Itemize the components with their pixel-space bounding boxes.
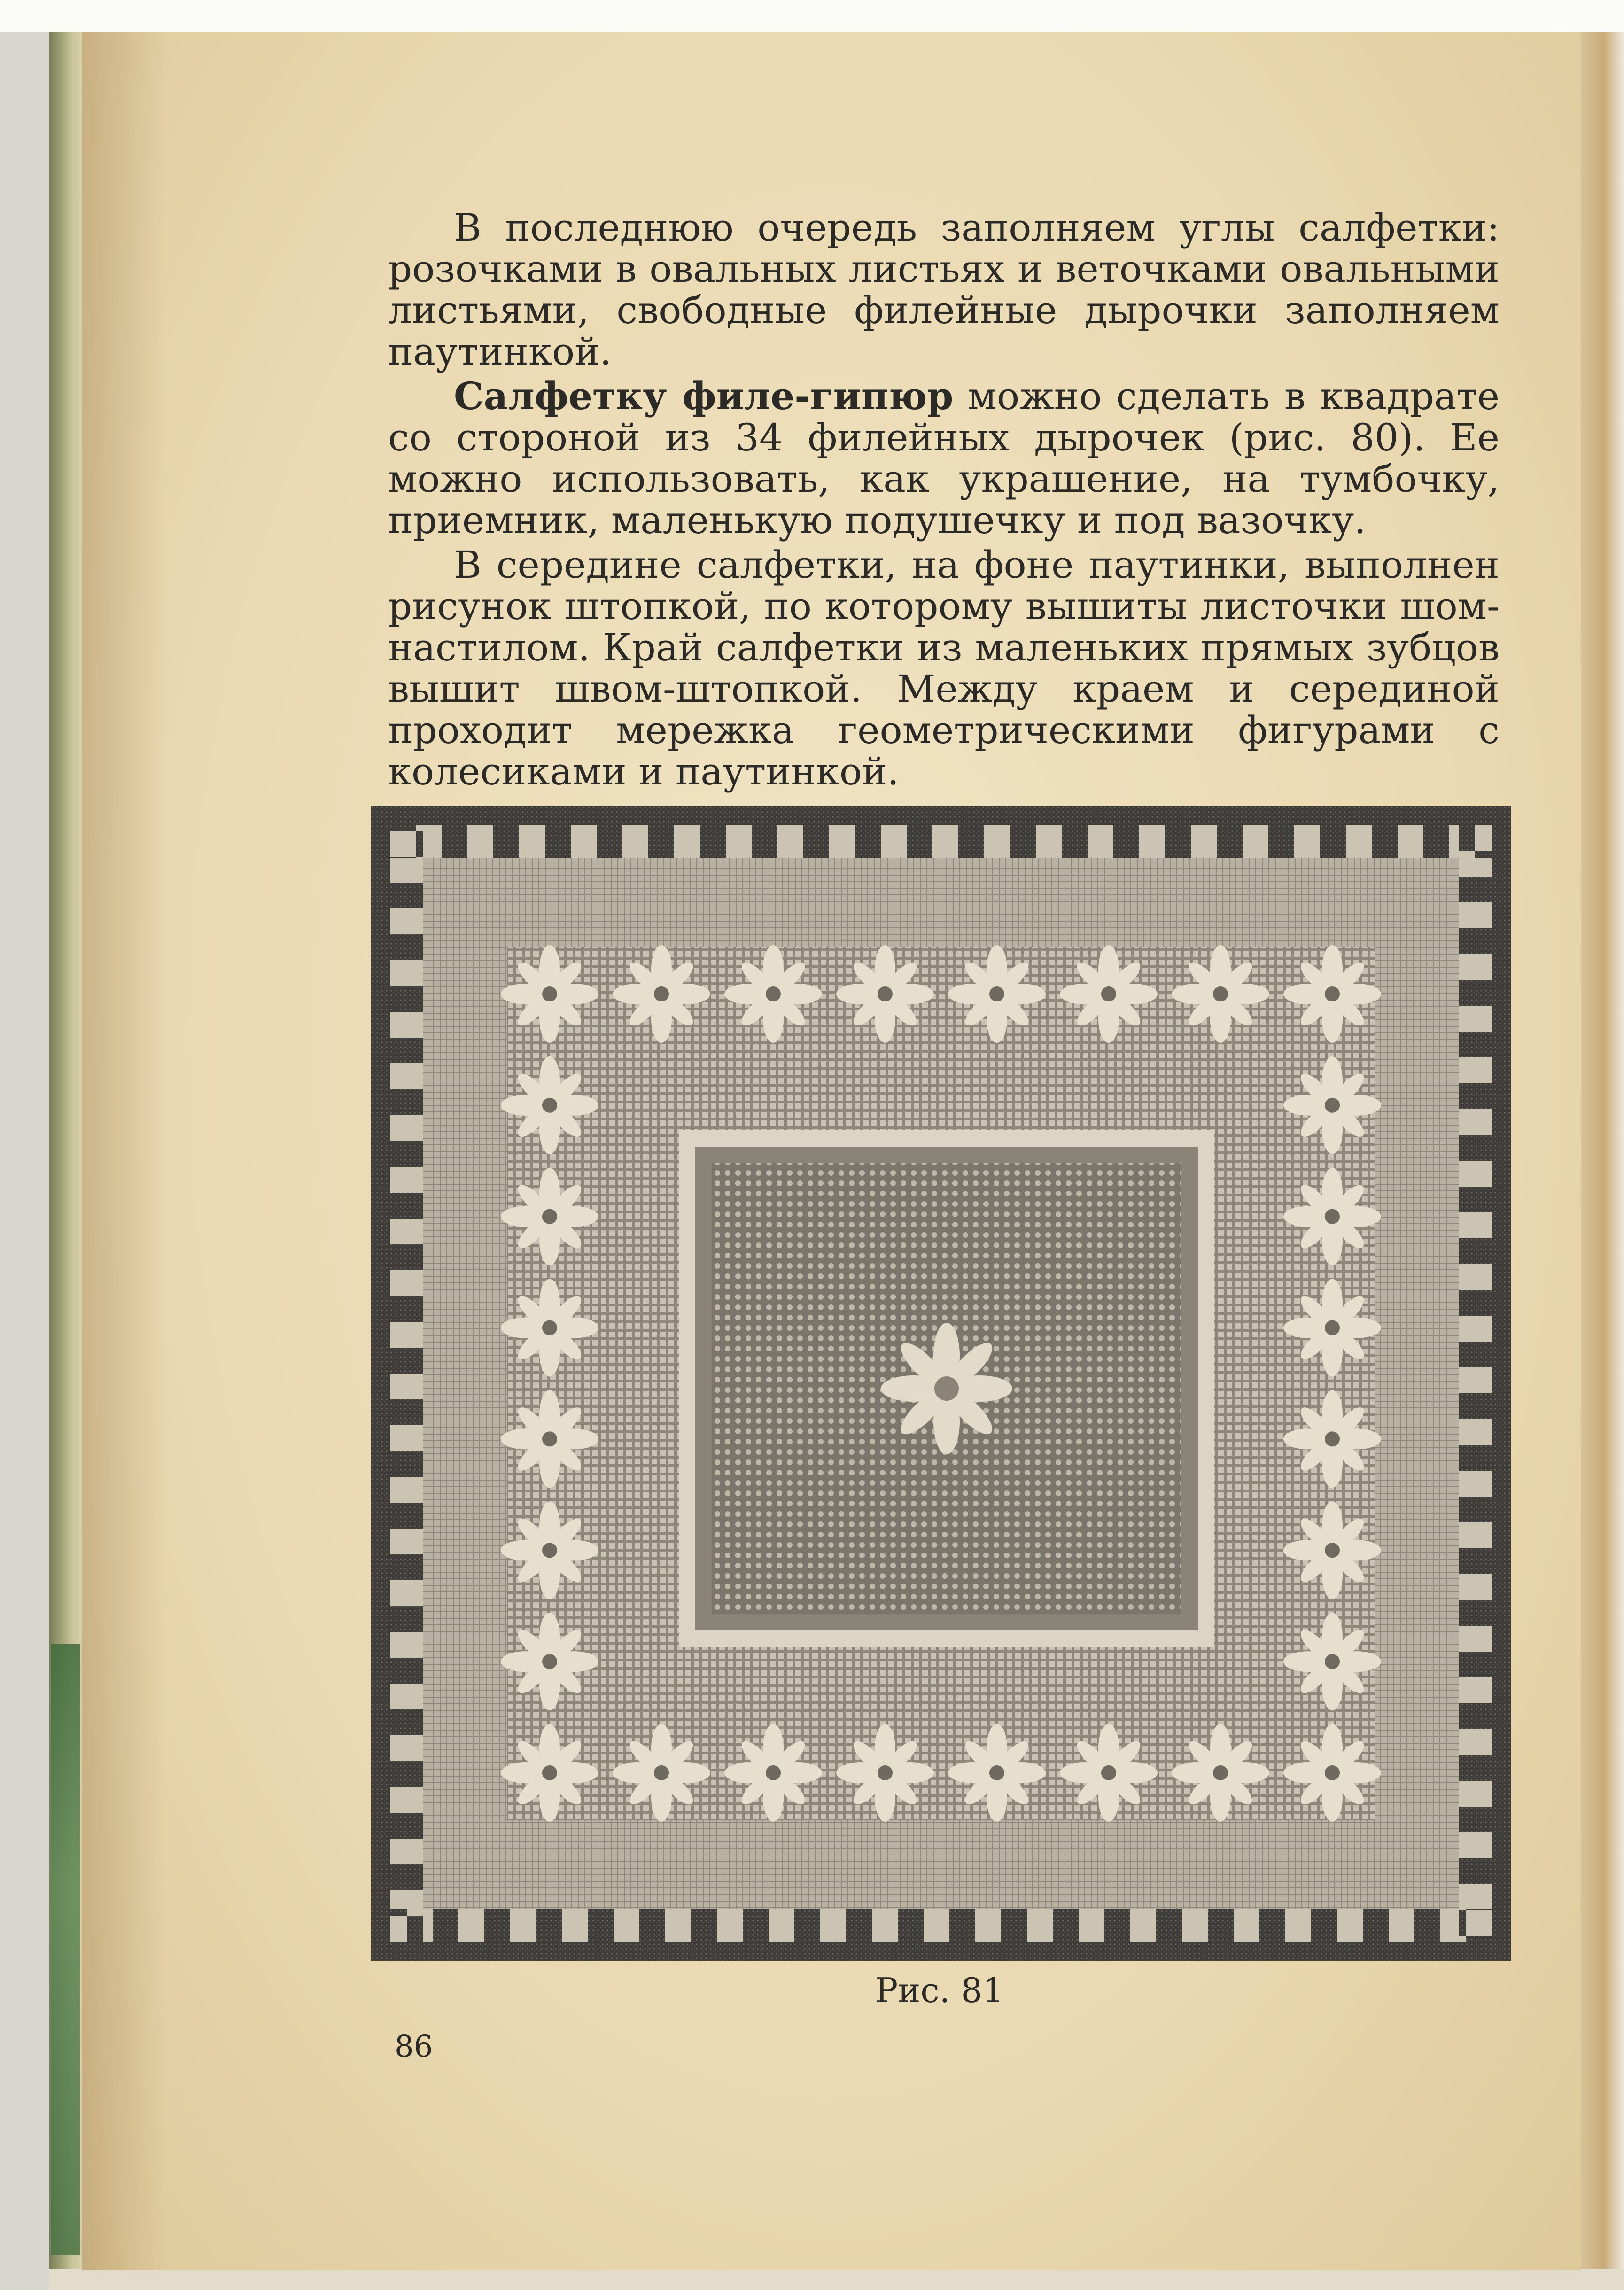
book-cover-edge <box>51 1644 80 2255</box>
body-text <box>388 207 1500 795</box>
figure-caption: Рис. 81 <box>875 1971 1004 2010</box>
paragraph-2-bold-term: Салфетку филе-гипюр <box>454 374 954 418</box>
scan-top-edge <box>0 0 1624 32</box>
doily-illustration <box>371 806 1511 1961</box>
scan-bottom-edge <box>49 2269 1624 2290</box>
paragraph-1: В последнюю очередь заполняем углы салфетки: розочками в овальных листьях и веточками овальными листьями, свободные филейные дырочки заполняем паутинкой. <box>388 206 1500 373</box>
scan-left-edge <box>0 32 49 2290</box>
page-gutter-shadow <box>82 32 167 2270</box>
figure-doily-photo <box>371 806 1511 1961</box>
paragraph-3: В середине салфетки, на фоне паутинки, выполнен рисунок штопкой, по которому вышиты листочки шомнастилом. Край салфетки из маленьких прямых зубцов вышит швом-штопкой. Между краем и серединой проходит мережка геометрическими фигурами с колесиками и паутинкой. <box>388 543 1500 793</box>
page-number: 86 <box>395 2029 433 2064</box>
page-stack-edge <box>1579 32 1624 2290</box>
paragraph-2: Салфетку филе-гипюр можно сделать в квадрате со стороной из 34 филейных дырочек (рис. 80). Ее можно использовать, как украшение, на тумбочку, приемник, маленькую подушечку и под вазочку. <box>388 374 1500 542</box>
